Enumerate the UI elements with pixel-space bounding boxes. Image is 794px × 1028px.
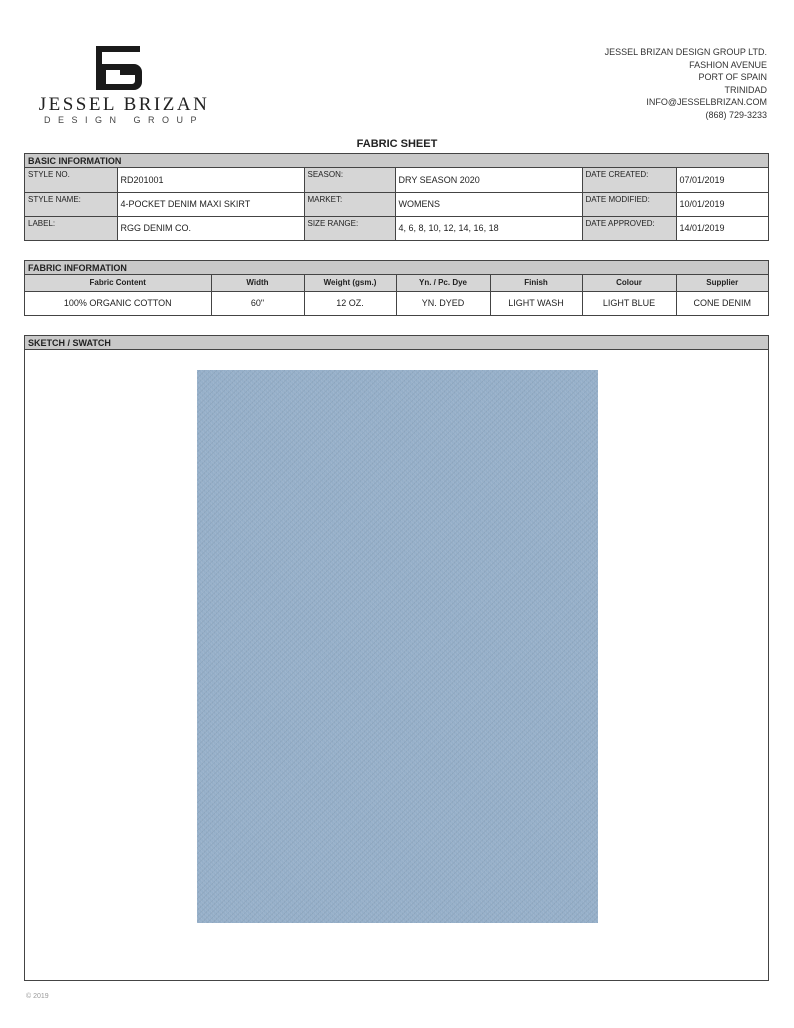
column-header: Yn. / Pc. Dye [396,275,490,291]
table-row [25,216,768,240]
market-label: MARKET: [304,192,395,216]
width-value: 60" [211,291,304,315]
table-row [25,168,768,192]
column-header: Finish [490,275,582,291]
address-phone: (868) 729-3233 [705,109,767,120]
date-modified-label: DATE MODIFIED: [582,192,676,216]
label-value: RGG DENIM CO. [117,216,304,240]
section-header: FABRIC INFORMATION [25,261,768,275]
date-created-value: 07/01/2019 [676,168,768,192]
weight-value: 12 OZ. [304,291,396,315]
date-approved-label: DATE APPROVED: [582,216,676,240]
date-approved-value: 14/01/2019 [676,216,768,240]
table-row [25,291,768,315]
logo-subtitle: DESIGN GROUP [43,115,204,125]
fabric-swatch-image [197,370,598,923]
address-line: PORT OF SPAIN [698,72,767,82]
column-header: Colour [582,275,676,291]
date-created-label: DATE CREATED: [582,168,676,192]
address-email: INFO@JESSELBRIZAN.COM [646,97,767,107]
table-header-row [25,275,768,291]
address-line: TRINIDAD [724,84,767,95]
finish-value: LIGHT WASH [490,291,582,315]
company-address [605,46,767,121]
document-title: FABRIC SHEET [356,138,438,150]
style-name-label: STYLE NAME: [25,192,117,216]
season-label: SEASON: [304,168,395,192]
address-line: JESSEL BRIZAN DESIGN GROUP LTD. [604,47,767,57]
column-header: Fabric Content [25,275,211,291]
fabric-content-value: 100% ORGANIC COTTON [25,291,211,315]
supplier-value: CONE DENIM [676,291,768,315]
section-header: BASIC INFORMATION [25,154,768,168]
size-range-value: 4, 6, 8, 10, 12, 14, 16, 18 [395,216,582,240]
market-value: WOMENS [395,192,582,216]
style-name-value: 4-POCKET DENIM MAXI SKIRT [117,192,304,216]
fabric-information-section [24,260,769,316]
column-header: Weight (gsm.) [304,275,396,291]
basic-information-section [24,153,769,241]
label-label: LABEL: [25,216,117,240]
table-row [25,192,768,216]
section-header: SKETCH / SWATCH [25,336,768,350]
style-no-label: STYLE NO. [25,168,117,192]
address-line: FASHION AVENUE [689,59,767,70]
column-header: Width [211,275,304,291]
logo-name: JESSEL BRIZAN [38,94,210,115]
date-modified-value: 10/01/2019 [676,192,768,216]
company-logo [24,44,224,128]
style-no-value: RD201001 [117,168,304,192]
dye-value: YN. DYED [396,291,490,315]
sketch-swatch-section [24,335,769,981]
column-header: Supplier [676,275,768,291]
fabric-information-table [25,275,768,315]
logo-monogram-icon [94,44,146,92]
colour-value: LIGHT BLUE [582,291,676,315]
basic-information-table [25,168,768,240]
season-value: DRY SEASON 2020 [395,168,582,192]
footer-text: © 2019 [26,993,49,1000]
size-range-label: SIZE RANGE: [304,216,395,240]
